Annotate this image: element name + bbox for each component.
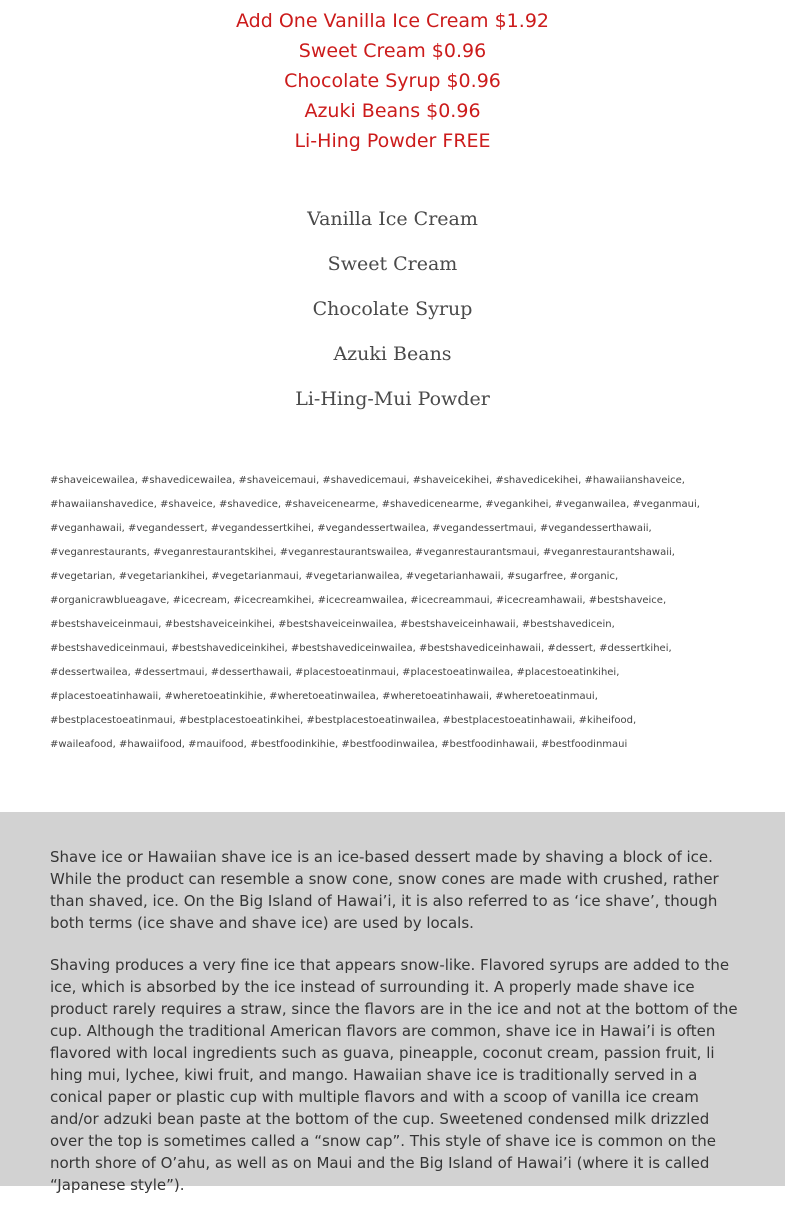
hashtag-line: #shaveicewailea, #shavedicewailea, #shaveicemaui, #shavedicemaui, #shaveicekihei, #shavedicekihei, #hawaiianshaveice, bbox=[50, 475, 685, 486]
info-paragraph-2: Shaving produces a very fine ice that appears snow-like. Flavored syrups are added to the ice, which is absorbed by the ice instead of surrounding it. A properly made shave ice product rarely requires a straw, since the flavors are in the ice and not at the bottom of the cup. Although the traditional American flavors are common, shave ice in Hawai’i is often flavored with local ingredients such as guava, pineapple, coconut cream, passion fruit, li hing mui, lychee, kiwi fruit, and mango. Hawaiian shave ice is traditionally served in a conical paper or plastic cup with multiple flavors and with a scoop of vanilla ice cream and/or adzuki bean paste at the bottom of the cup. Sweetened condensed milk drizzled over the top is sometimes called a “snow cap”. This style of shave ice is common on the north shore of O’ahu, as well as on Maui and the Big Island of Hawai’i (where it is called “Japanese style”). bbox=[50, 956, 738, 1194]
hashtag-line: #vegetarian, #vegetariankihei, #vegetarianmaui, #vegetarianwailea, #vegetarianhawaii, #sugarfree, #organic, bbox=[50, 571, 619, 582]
hashtag-line: #dessertwailea, #dessertmaui, #desserthawaii, #placestoeatinmaui, #placestoeatinwailea, #placestoeatinkihei, bbox=[50, 667, 620, 678]
hashtag-line: #placestoeatinhawaii, #wheretoeatinkihie, #wheretoeatinwailea, #wheretoeatinhawaii, #wheretoeatinmaui, bbox=[50, 691, 598, 702]
topping-list bbox=[0, 197, 785, 422]
topping-vanilla-ice-cream: Vanilla Ice Cream bbox=[307, 208, 478, 230]
hashtag-line: #bestplacestoeatinmaui, #bestplacestoeatinkihei, #bestplacestoeatinwailea, #bestplacestoeatinhawaii, #kiheifood, bbox=[50, 715, 637, 726]
addon-azuki-beans: Azuki Beans $0.96 bbox=[304, 100, 481, 122]
hashtag-line: #veganhawaii, #vegandessert, #vegandessertkihei, #vegandessertwailea, #vegandessertmaui, #vegandesserthawaii, bbox=[50, 523, 652, 534]
info-text bbox=[50, 846, 740, 1216]
addon-chocolate-syrup: Chocolate Syrup $0.96 bbox=[284, 70, 501, 92]
topping-li-hing-mui-powder: Li-Hing-Mui Powder bbox=[295, 388, 490, 410]
hashtag-line: #organicrawblueagave, #icecream, #icecreamkihei, #icecreamwailea, #icecreammaui, #icecreamhawaii, #bestshaveice, bbox=[50, 595, 667, 606]
hashtag-line: #waileafood, #hawaiifood, #mauifood, #bestfoodinkihie, #bestfoodinwailea, #bestfoodinhawaii, #bestfoodinmaui bbox=[50, 739, 628, 750]
addon-vanilla-ice-cream: Add One Vanilla Ice Cream $1.92 bbox=[236, 10, 549, 32]
addon-price-list bbox=[0, 6, 785, 156]
topping-chocolate-syrup: Chocolate Syrup bbox=[312, 298, 473, 320]
addon-li-hing-powder: Li-Hing Powder FREE bbox=[294, 130, 491, 152]
addon-sweet-cream: Sweet Cream $0.96 bbox=[298, 40, 487, 62]
hashtag-line: #bestshaveiceinmaui, #bestshaveiceinkihei, #bestshaveiceinwailea, #bestshaveiceinhawaii, #bestshavedicein, bbox=[50, 619, 615, 630]
topping-sweet-cream: Sweet Cream bbox=[327, 253, 458, 275]
hashtag-block bbox=[50, 469, 740, 757]
hashtag-line: #veganrestaurants, #veganrestaurantskihei, #veganrestaurantswailea, #veganrestaurantsmaui, #veganrestaurantshawaii, bbox=[50, 547, 675, 558]
topping-azuki-beans: Azuki Beans bbox=[333, 343, 452, 365]
shave-ice-info-section bbox=[0, 812, 785, 1194]
hashtag-line: #bestshavediceinmaui, #bestshavediceinkihei, #bestshavediceinwailea, #bestshavediceinhawaii, #dessert, #dessertkihei, bbox=[50, 643, 672, 654]
hashtag-line: #hawaiianshavedice, #shaveice, #shavedice, #shaveicenearme, #shavedicenearme, #vegankihei, #veganwailea, #veganmaui, bbox=[50, 499, 700, 510]
info-paragraph-1: Shave ice or Hawaiian shave ice is an ice-based dessert made by shaving a block of ice. While the product can resemble a snow cone, snow cones are made with crushed, rather than shaved, ice. On the Big Island of Hawai’i, it is also referred to as ‘ice shave’, though both terms (ice shave and shave ice) are used by locals. bbox=[50, 848, 719, 932]
